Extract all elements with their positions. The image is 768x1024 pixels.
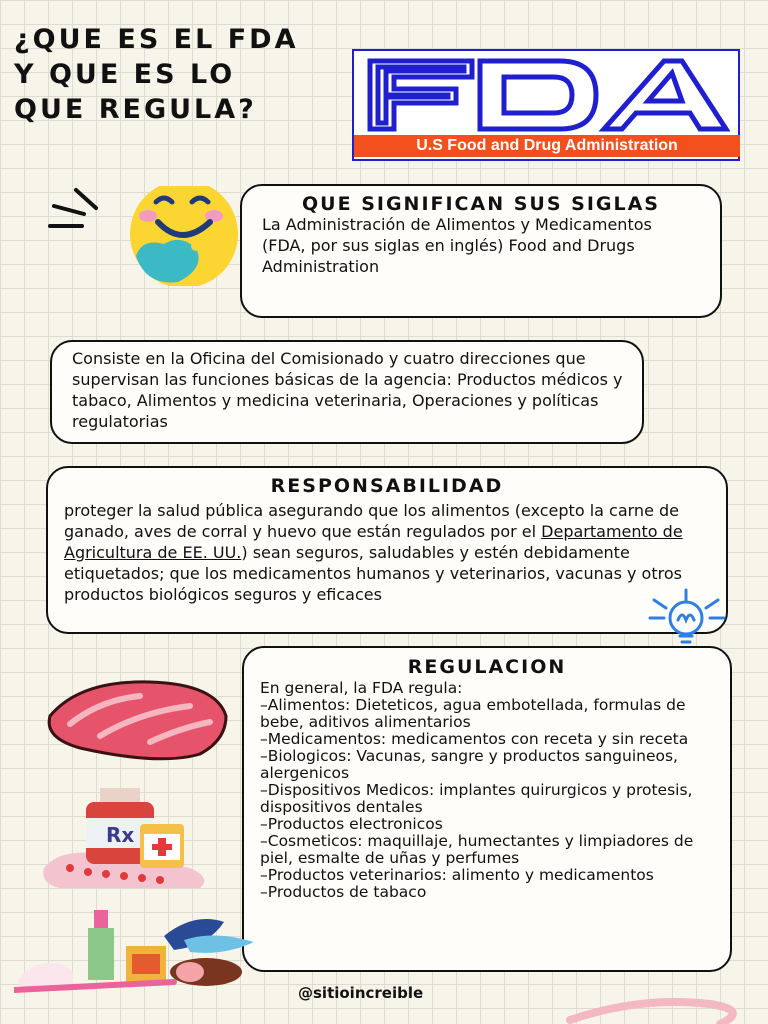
responsabilidad-text-after: ) sean seguros, saludables y estén debidamente etiquetados; que los medicamentos humanos y veterinarios, vacunas y otros productos biológicos seguros y eficaces (64, 543, 682, 604)
regulacion-item: –Productos de tabaco (260, 883, 427, 901)
siglas-text: La Administración de Alimentos y Medicamentos (FDA, por sus siglas en inglés) Food and Drugs Administration (262, 215, 652, 276)
cosmetics-icon (14, 906, 264, 996)
responsabilidad-card (46, 466, 728, 634)
responsabilidad-text (64, 500, 696, 605)
regulacion-item: –Productos veterinarios: alimento y medicamentos (260, 866, 654, 884)
siglas-card (240, 184, 722, 318)
regulacion-item: –Biologicos: Vacunas, sangre y productos sanguineos, alergenicos (260, 747, 678, 782)
responsabilidad-text-before: proteger la salud pública asegurando que los alimentos (excepto la carne de ganado, aves de corral y huevo que están regulados por el (64, 501, 679, 541)
fda-logo (352, 49, 740, 161)
usda-link[interactable]: Departamento de Agricultura de EE. UU. (64, 522, 683, 562)
regulacion-item: –Dispositivos Medicos: implantes quirurgicos y protesis, dispositivos dentales (260, 781, 693, 816)
decorative-swirl (560, 990, 760, 1024)
meat-steak-icon (40, 676, 236, 772)
regulacion-title: REGULACION (407, 656, 567, 678)
regulacion-list (260, 680, 718, 901)
fda-logo-subtitle: U.S Food and Drug Administration (354, 135, 740, 157)
responsabilidad-title: RESPONSABILIDAD (270, 475, 504, 497)
title-line: QUE REGULA? (14, 94, 257, 125)
social-handle: @sitioincreible (298, 984, 424, 1002)
smiley-hug-icon (46, 186, 242, 286)
regulacion-item: –Productos electronicos (260, 815, 443, 833)
lightbulb-icon (646, 588, 728, 646)
consiste-card (50, 340, 644, 444)
title-line: ¿QUE ES EL FDA (14, 24, 299, 55)
title-line: Y QUE ES LO (14, 59, 236, 90)
fda-logo-letters (364, 57, 730, 133)
regulacion-item: –Alimentos: Dieteticos, agua embotellada, formulas de bebe, aditivos alimentarios (260, 696, 686, 731)
svg-text:Rx: Rx (106, 823, 135, 847)
regulacion-card (242, 646, 732, 972)
regulacion-item: –Cosmeticos: maquillaje, humectantes y limpiadores de piel, esmalte de uñas y perfumes (260, 832, 694, 867)
regulacion-item: En general, la FDA regula: (260, 679, 463, 697)
siglas-title: QUE SIGNIFICAN SUS SIGLAS (302, 193, 660, 215)
medicine-bottle-icon (40, 788, 236, 892)
consiste-text: Consiste en la Oficina del Comisionado y cuatro direcciones que supervisan las funciones básicas de la agencia: Productos médicos y tabaco, Alimentos y medicina veterinaria, Operaciones y políticas regulatorias (72, 349, 623, 431)
regulacion-item: –Medicamentos: medicamentos con receta y sin receta (260, 730, 689, 748)
page-title (14, 22, 384, 127)
